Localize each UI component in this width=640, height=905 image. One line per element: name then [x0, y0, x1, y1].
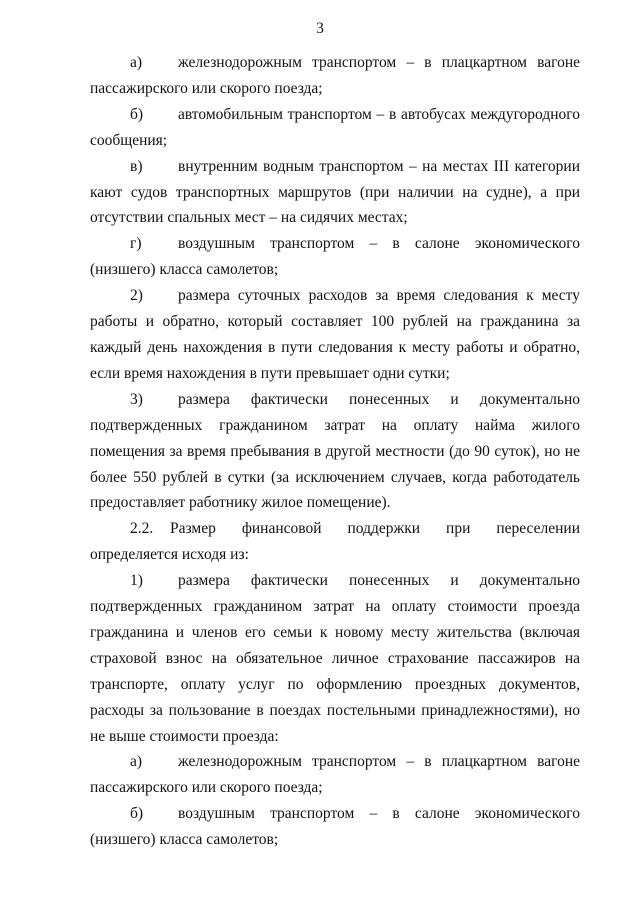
- paragraph-text: воздушным транспортом – в салоне экономического (низшего) класса самолетов;: [90, 235, 580, 279]
- paragraph-g-air: [90, 231, 580, 283]
- document-body: [90, 50, 580, 853]
- paragraph-v-water: [90, 154, 580, 232]
- paragraph-text: размера фактически понесенных и документально подтвержденных гражданином затрат на оплату найма жилого помещения за время пребывания в другой местности (до 90 суток), но не более 550 рублей в сутки (за исключением случаев, когда работодатель предоставляет работнику жилое помещение).: [90, 390, 580, 512]
- paragraph-a-rail: [90, 50, 580, 102]
- paragraph-b-bus: [90, 102, 580, 154]
- section-number: 2.2.: [130, 520, 154, 538]
- paragraph-2-2-relocation: [90, 516, 580, 568]
- paragraph-text: автомобильным транспортом – в автобусах междугородного сообщения;: [90, 105, 580, 149]
- paragraph-text: Размер финансовой поддержки при переселении определяется исходя из:: [90, 520, 580, 564]
- list-marker: б): [130, 105, 144, 123]
- list-marker: а): [130, 753, 143, 771]
- list-marker: 3): [130, 390, 143, 408]
- paragraph-a-rail-relocation: [90, 749, 580, 801]
- paragraph-1-travel-costs: [90, 568, 580, 749]
- list-marker: в): [130, 157, 143, 175]
- paragraph-3-housing: [90, 387, 580, 517]
- list-marker: а): [130, 54, 143, 71]
- list-marker: 2): [130, 287, 143, 305]
- paragraph-text: размера суточных расходов за время следования к месту работы и обратно, который составляет 100 рублей на гражданина за каждый день нахождения в пути следования к месту работы и обратно, если время нахождения в пути превышает одни сутки;: [90, 287, 580, 382]
- paragraph-text: железнодорожным транспортом – в плацкартном вагоне пассажирского или скорого поезда;: [90, 54, 580, 97]
- list-marker: 1): [130, 572, 143, 590]
- list-marker: г): [130, 235, 142, 253]
- page-number: 3: [316, 20, 324, 37]
- paragraph-b-air-relocation: [90, 801, 580, 853]
- paragraph-2-daily-allowance: [90, 283, 580, 387]
- paragraph-text: воздушным транспортом – в салоне экономического (низшего) класса самолетов;: [90, 805, 580, 849]
- list-marker: б): [130, 805, 144, 823]
- paragraph-text: внутренним водным транспортом – на местах III категории кают судов транспортных маршрутов (при наличии на судне), а при отсутствии спальных мест – на сидячих местах;: [90, 157, 580, 227]
- paragraph-text: размера фактически понесенных и документально подтвержденных гражданином затрат на оплату стоимости проезда гражданина и членов его семьи к новому месту жительства (включая страховой взнос на обязательное личное страхование пассажиров на транспорте, оплату услуг по оформлению проездных документов, расходы за пользование в поездах постельными принадлежностями), но не выше стоимости проезда:: [90, 572, 580, 745]
- paragraph-text: железнодорожным транспортом – в плацкартном вагоне пассажирского или скорого поезда;: [90, 753, 580, 797]
